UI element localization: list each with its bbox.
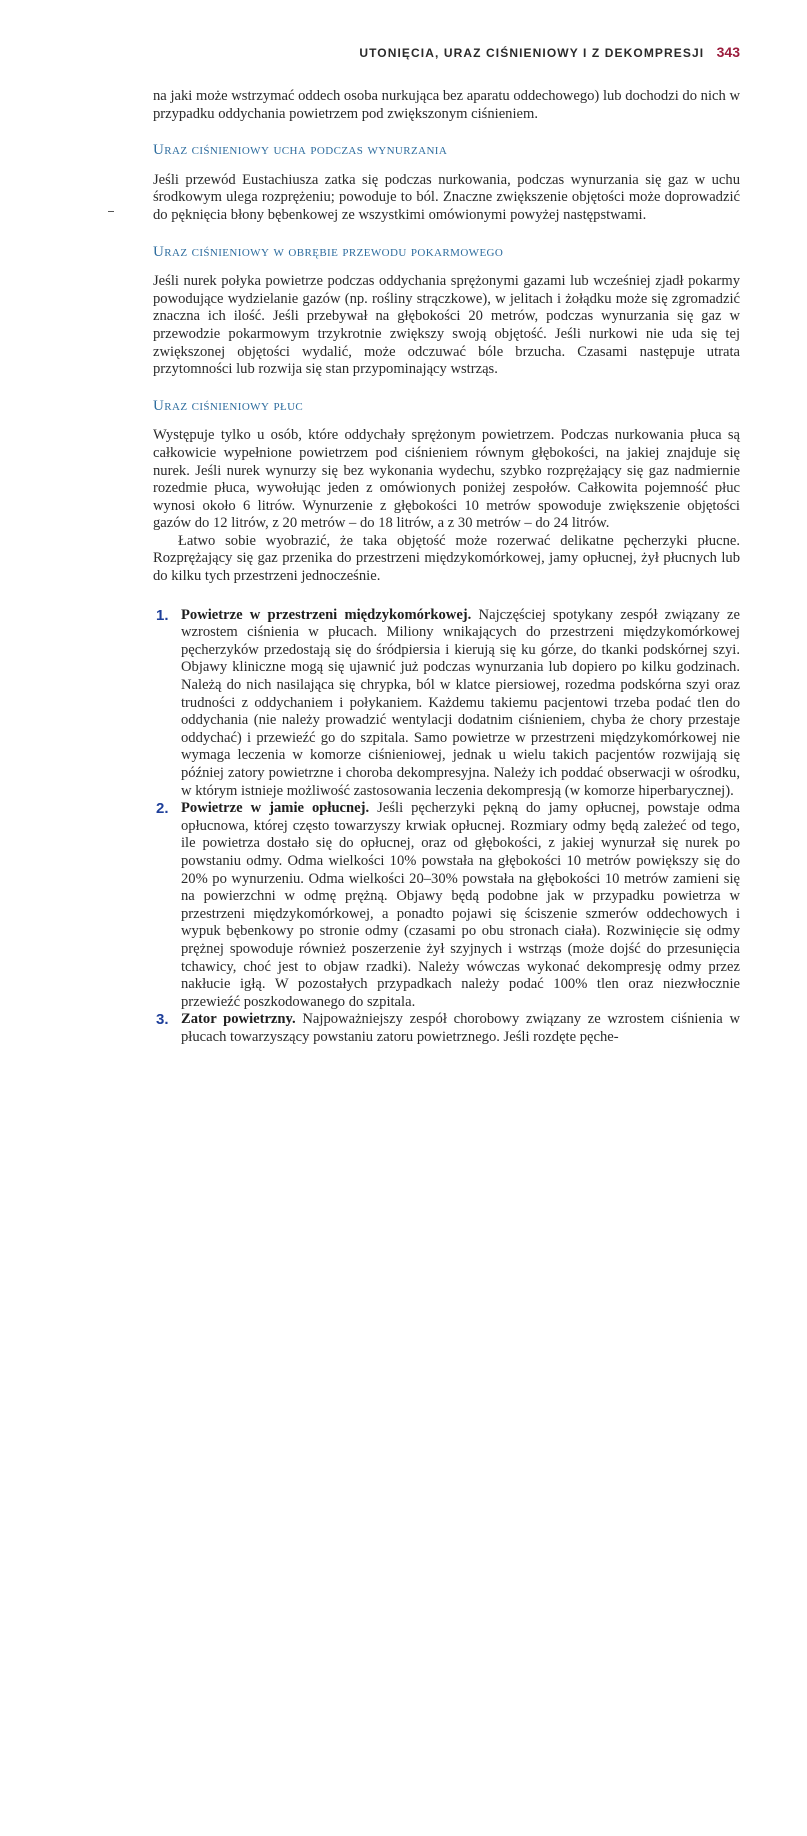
list-item xyxy=(153,607,740,801)
running-head-title: UTONIĘCIA, URAZ CIŚNIENIOWY I Z DEKOMPRESJI xyxy=(359,46,705,60)
list-item-lead: Zator powietrzny. xyxy=(181,1011,296,1028)
text-column xyxy=(153,88,740,1047)
list-item-lead: Powietrze w jamie opłucnej. xyxy=(181,800,370,817)
list-item xyxy=(153,1011,740,1046)
section-ear-paragraph: Jeśli przewód Eustachiusza zatka się podczas nurkowania, podczas wynurzania się gaz w uchu środkowym ulega rozprężeniu; powoduje to ból. Znaczne zwiększenie objętości może doprowadzić do pęknięcia błony bębenkowej ze wszystkimi omówionymi powyżej następstwami. xyxy=(153,171,740,223)
section-heading-ear: Uraz ciśnieniowy ucha podczas wynurzania xyxy=(153,142,448,159)
list-item xyxy=(153,800,740,1011)
list-item-text: Jeśli pęcherzyki pękną do jamy opłucnej, powstaje odma opłucnowa, której często towarzyszy krwiak opłucnej. Rozmiary odmy będą zależeć od tego, ile powietrza dostało się do opłucnej, oraz od głębokości, z jakiej wynurzał się nurek po powstaniu odmy. Odma wielkości 10% powstała na głębokości 10 metrów powiększy się do 20% po wynurzeniu. Odma wielkości 20–30% powstała na głębokości 10 metrów zamieni się na powierzchni w odmę prężną. Objawy będą podobne jak w przypadku powietrza w przestrzeni międzykomórkowej, a ponadto pojawi się ściszenie szmerów oddechowych i wypuk bębenkowy po stronie odmy (czasami po obu stronach ciała). Rozwinięcie się odmy prężnej spowoduje również poszerzenie żył szyjnych i wstrząs (może dojść do przesunięcia tchawicy, choć jest to objaw rzadki). Należy wówczas wykonać dekompresję odmy przez nakłucie igłą. W pozostałych przypadkach należy podać 100% tlen oraz niezwłocznie przewieźć poszkodowanego do szpitala. xyxy=(181,800,740,1010)
list-item-number: 3. xyxy=(156,1011,169,1029)
list-item-text: Najczęściej spotykany zespół związany ze wzrostem ciśnienia w płucach. Miliony wnikających do przestrzeni międzykomórkowej pęcherzyków przedostają się do śródpiersia i kierują się ku górze, do tkanki podskórnej szyi. Objawy kliniczne mogą się ujawnić już podczas wynurzania lub dopiero po kilku godzinach. Należą do nich nasilająca się chrypka, ból w klatce piersiowej, rozedma podskórna szyi oraz trudności z oddychaniem i połykaniem. Każdemu takiemu pacjentowi trzeba podać tlen do oddychania (nie należy prowadzić wentylacji dodatnim ciśnieniem, chyba że chory przestaje oddychać) i przewieźć go do szpitala. Samo powietrze w przestrzeni międzykomórkowej nie wymaga leczenia w komorze ciśnieniowej, jednak u wielu takich pacjentów rozwijają się później zatory powietrzne i choroba dekompresyjna. Należy ich poddać obserwacji w ośrodku, w którym istnieje możliwość zastosowania leczenia dekompresją (w komorze hiperbarycznej). xyxy=(181,606,740,799)
numbered-list xyxy=(153,607,740,1047)
list-item-number: 1. xyxy=(156,606,169,624)
page-number: 343 xyxy=(716,44,740,60)
margin-mark xyxy=(108,211,114,212)
section-heading-lungs: Uraz ciśnieniowy płuc xyxy=(153,397,304,414)
section-gi-paragraph: Jeśli nurek połyka powietrze podczas oddychania sprężonymi gazami lub wcześniej zjadł pokarmy powodujące wydzielanie gazów (np. rośliny strączkowe), w jelitach i żołądku może się zgromadzić znaczna ich ilość. Jeśli przebywał na głębokości 20 metrów, podczas wynurzania się gaz w przewodzie pokarmowym trzykrotnie zwiększy swoją objętość. Jeśli nurkowi nie uda się tej zwiększonej objętości wydalić, może odczuwać bóle brzucha. Czasami następuje utrata przytomności lub rozwija się stan przypominający wstrząs. xyxy=(153,273,740,378)
section-lungs-paragraph-1: Występuje tylko u osób, które oddychały sprężonym powietrzem. Podczas nurkowania płuca są całkowicie wypełnione powietrzem pod ciśnieniem równym głębokości, na jakiej znajduje się nurek. Jeśli nurek wynurzy się bez wykonania wydechu, szybko rozprężający się gaz nadmiernie rozedmie płuca, wywołując jeden z omówionych poniżej zespołów. Całkowita pojemność płuc wynosi około 6 litrów. Wynurzenie z głębokości 10 metrów spowoduje zwiększenie objętości gazów do 12 litrów, z 20 metrów – do 18 litrów, a z 30 metrów – do 24 litrów. xyxy=(153,427,740,532)
section-lungs-paragraph-2: Łatwo sobie wyobrazić, że taka objętość może rozerwać delikatne pęcherzyki płucne. Rozprężający się gaz przenika do przestrzeni międzykomórkowej, jamy opłucnej, żył płucnych lub do kilku tych przestrzeni jednocześnie. xyxy=(153,532,740,585)
list-item-text: Najpoważniejszy zespół chorobowy związany ze wzrostem ciśnienia w płucach towarzyszący powstaniu zatoru powietrznego. Jeśli rozdęte pęche- xyxy=(181,1011,740,1045)
running-head xyxy=(150,44,740,60)
list-item-lead: Powietrze w przestrzeni międzykomórkowej. xyxy=(181,606,472,623)
intro-paragraph: na jaki może wstrzymać oddech osoba nurkująca bez aparatu oddechowego) lub dochodzi do nich w przypadku oddychania powietrzem pod zwiększonym ciśnieniem. xyxy=(153,88,740,122)
section-heading-gi: Uraz ciśnieniowy w obrębie przewodu pokarmowego xyxy=(153,243,504,260)
list-item-number: 2. xyxy=(156,800,169,818)
